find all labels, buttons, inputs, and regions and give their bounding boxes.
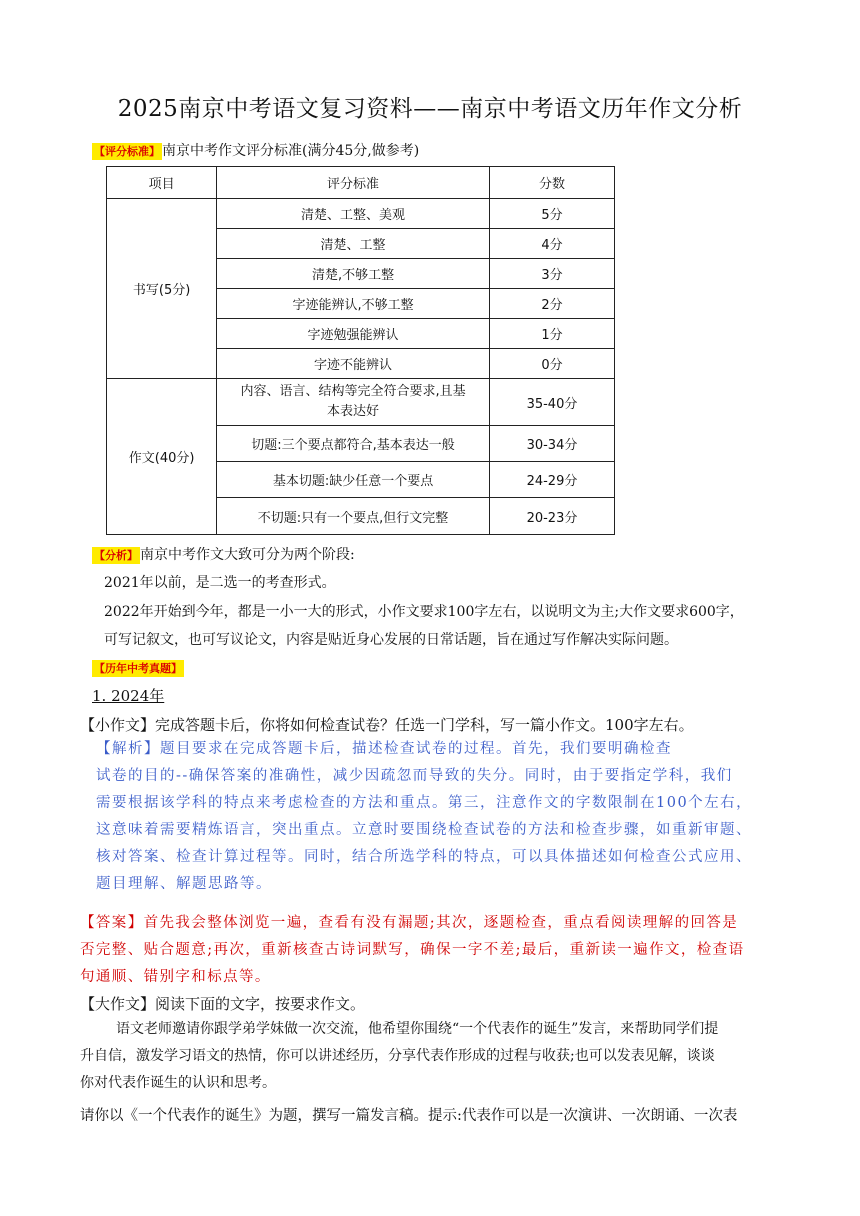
standard-cell: 字迹勉强能辨认: [217, 319, 490, 349]
year-heading: 1. 2024年: [92, 687, 165, 705]
analysis-heading: [92, 546, 355, 564]
standard-line: 本表达好: [327, 404, 380, 419]
answer-line: 【答案】首先我会整体浏览一遍，查看有没有漏题;其次，逐题检查，重点看阅读理解的回答是: [80, 915, 739, 931]
score-cell: 35-40分: [489, 379, 614, 426]
standard-cell: 基本切题:缺少任意一个要点: [217, 462, 490, 498]
score-cell: 20-23分: [489, 498, 614, 535]
big-essay-material: [80, 1016, 790, 1097]
score-cell: 4分: [489, 229, 614, 259]
past-exam-heading: [92, 659, 184, 677]
criteria-tag: 【评分标准】: [94, 144, 160, 158]
analysis-tag: 【分析】: [94, 548, 138, 562]
standard-cell: 不切题:只有一个要点,但行文完整: [217, 498, 490, 535]
score-cell: 2分: [489, 289, 614, 319]
big-essay-prompt: 【大作文】阅读下面的文字，按要求作文。: [80, 995, 366, 1013]
criteria-intro: 南京中考作文评分标准(满分45分,做参考): [162, 143, 420, 159]
standard-cell: 字迹能辨认,不够工整: [217, 289, 490, 319]
past-exam-tag: 【历年中考真题】: [94, 661, 182, 675]
score-cell: 30-34分: [489, 426, 614, 462]
essay-category: 作文(40分): [107, 379, 217, 535]
standard-cell: 切题:三个要点都符合,基本表达一般: [217, 426, 490, 462]
answer-line: 句通顺、错别字和标点等。: [80, 969, 271, 985]
header-standard: 评分标准: [217, 167, 490, 199]
header-score: 分数: [489, 167, 614, 199]
jiexi-line: 这意味着需要精炼语言，突出重点。立意时要围绕检查试卷的方法和检查步骤，如重新审题、: [96, 822, 752, 838]
answer-block: [80, 910, 790, 991]
jiexi-line: 题目理解、解题思路等。: [96, 876, 272, 892]
criteria-heading: [92, 142, 419, 160]
analysis-line: 2021年以前，是二选一的考查形式。: [104, 575, 336, 591]
analysis-line: 可写记叙文，也可写议论文，内容是贴近身心发展的日常话题，旨在通过写作解决实际问题。: [104, 632, 678, 648]
standard-cell: 清楚、工整: [217, 229, 490, 259]
score-cell: 24-29分: [489, 462, 614, 498]
standard-cell: 字迹不能辨认: [217, 349, 490, 379]
material-line: 升自信，激发学习语文的热情，你可以讲述经历，分享代表作形成的过程与收获;也可以发表见解，谈谈: [80, 1048, 715, 1064]
scoring-table: [106, 166, 615, 535]
page-title: 2025南京中考语文复习资料——南京中考语文历年作文分析: [117, 96, 743, 122]
score-cell: 5分: [489, 199, 614, 229]
standard-cell: [217, 379, 490, 426]
table-header-row: [107, 167, 615, 199]
big-essay-instruction: 请你以《一个代表作的诞生》为题，撰写一篇发言稿。提示:代表作可以是一次演讲、一次朗诵、一次表: [80, 1108, 738, 1124]
jiexi-line: 【解析】题目要求在完成答题卡后，描述检查试卷的过程。首先，我们要明确检查: [96, 741, 672, 757]
writing-category: 书写(5分): [107, 199, 217, 379]
material-line: 你对代表作诞生的认识和思考。: [80, 1075, 276, 1091]
standard-cell: 清楚、工整、美观: [217, 199, 490, 229]
jiexi-line: 需要根据该学科的特点来考虑检查的方法和重点。第三，注意作文的字数限制在100个左右，: [96, 795, 753, 811]
table-row: [107, 199, 615, 229]
analysis-block: [96, 736, 786, 898]
standard-cell: 清楚,不够工整: [217, 259, 490, 289]
jiexi-line: 核对答案、检查计算过程等。同时，结合所选学科的特点，可以具体描述如何检查公式应用、: [96, 849, 752, 865]
analysis-intro: 南京中考作文大致可分为两个阶段:: [140, 547, 355, 563]
table-row: [107, 379, 615, 426]
header-item: 项目: [107, 167, 217, 199]
jiexi-line: 试卷的目的--确保答案的准确性，减少因疏忽而导致的失分。同时，由于要指定学科，我们: [96, 768, 733, 784]
standard-line: 内容、语言、结构等完全符合要求,且基: [240, 384, 466, 399]
score-cell: 0分: [489, 349, 614, 379]
score-cell: 3分: [489, 259, 614, 289]
material-line: 语文老师邀请你跟学弟学妹做一次交流，他希望你围绕“一个代表作的诞生”发言，来帮助同学们提: [116, 1021, 719, 1037]
analysis-line: 2022年开始到今年，都是一小一大的形式，小作文要求100字左右，以说明文为主;大作文要求600字，: [104, 604, 744, 620]
small-essay-prompt: 【小作文】完成答题卡后，你将如何检查试卷？任选一门学科，写一篇小作文。100字左右。: [80, 716, 694, 734]
score-cell: 1分: [489, 319, 614, 349]
answer-line: 否完整、贴合题意;再次，重新核查古诗词默写，确保一字不差;最后，重新读一遍作文，检查语: [80, 942, 745, 958]
